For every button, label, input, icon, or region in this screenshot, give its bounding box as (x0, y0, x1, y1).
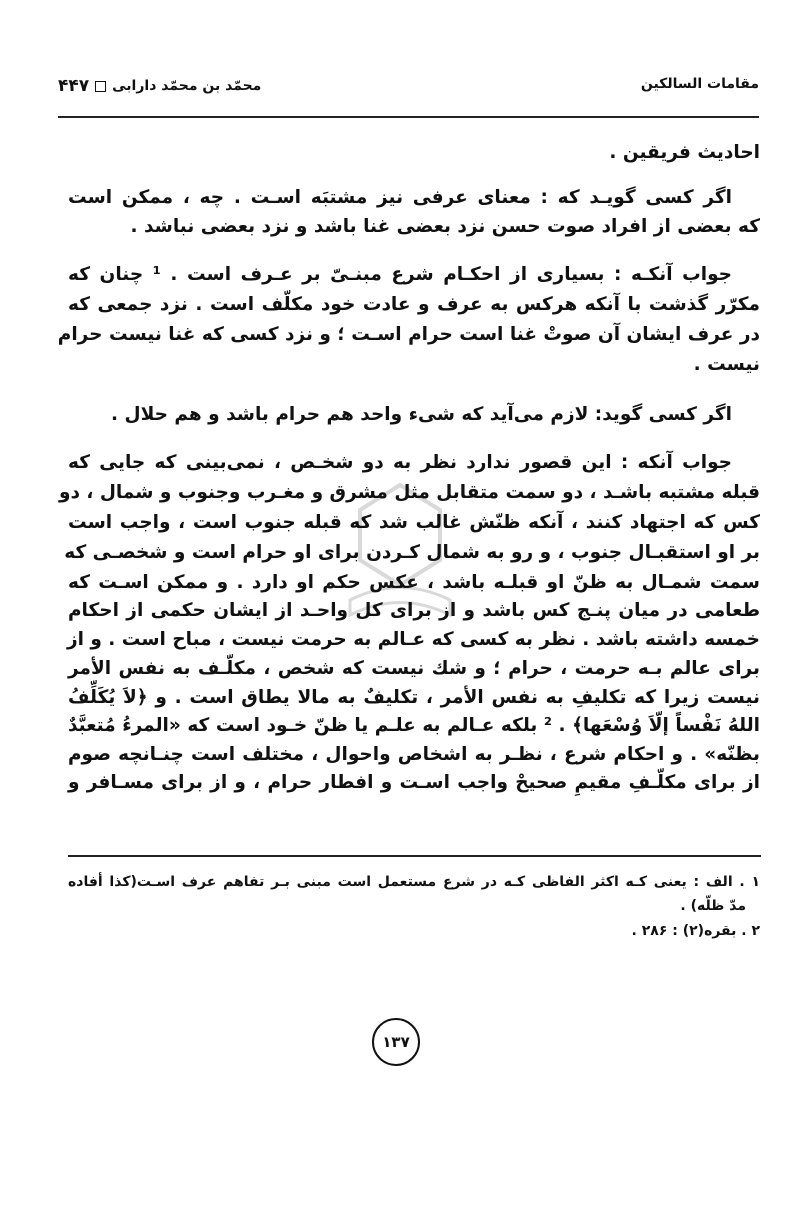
body-line: اگر کسی گوید: لازم می‌آید که شیء واحد هم حرام باشد و هم حلال . (111, 404, 732, 425)
footnote-rule (68, 855, 761, 857)
body-line: جواب آنکـه : بسیاری از احکـام شرع مبنـیّ بر عـرف است . ¹ چنان که (68, 264, 732, 285)
body-line: قبله مشتبه باشـد ، دو سمت متقابل مثل مشرق و مغـرب وجنوب و شمال ، دو (58, 482, 760, 503)
square-separator-icon (95, 81, 106, 92)
body-line: طعامی در میان پنـج کس باشد و از برای کل واحـد از ایشان حکمی از احکام (68, 600, 760, 621)
body-line: بظنّه» . و احکام شرع ، نظـر به اشخاص واحوال ، مختلف است چنـانچه صوم (68, 744, 760, 765)
body-line: بر او استقبـال جنوب ، و رو به شمال کـردن برای او حرام است و شخصـی که (64, 542, 760, 563)
body-line: نیست . (693, 354, 760, 375)
body-line: سمت شمـال به ظنّ او قبلـه باشد ، عکس حکم او دارد . و ممکن اسـت که (68, 572, 760, 593)
page-number: ۱۳۷ (372, 1018, 420, 1066)
body-line: مکرّر گذشت با آنکه هرکس به عرف و عادت خود مکلّف است . نزد جمعی که (68, 294, 760, 315)
body-line: از برای مکلّـفِ مقیمِ صحیحْ واجب اسـت و افطار حرام ، و از برای مسـافر و (68, 772, 760, 793)
body-line: نیست زیرا که تکلیفِ به نفس الأمر ، تکلیفٌ به مالا یطاق است . و ﴿لاَ یُکَلِّفُ (68, 687, 760, 708)
running-page-number: ۴۴۷ (58, 76, 90, 96)
footnote-1-cont: مدّ ظلّه) . (680, 898, 746, 914)
body-line: خمسه داشته باشد . نظر به کسی که عـالم به حرمت نیست ، مباح است . و از (66, 629, 760, 650)
body-line: در عرف ایشان آن صوتْ غنا است حرام اسـت ؛ و نزد کسی که غنا نیست حرام (57, 324, 760, 345)
footnote-1: ۱ . الف : یعنی کـه اکثر الفاظی کـه در شرع مستعمل است مبنی بـر تفاهم عرف اسـت(کذا أفاده (68, 874, 760, 890)
book-title: مقامات السالکین (640, 76, 759, 92)
body-line: احادیث فریقین . (609, 142, 760, 163)
body-line: کس که اجتهاد کنند ، آنکه ظنّش غالب شد که قبله جنوب است ، واجب است (68, 512, 760, 533)
body-line: اگر کسی گویـد که : معنای عرفی نیز مشتبَه اسـت . چه ، ممکن است (68, 187, 732, 208)
body-line: که بعضی از افراد صوت حسن نزد بعضی غنا باشد و نزد بعضی نباشد . (130, 216, 760, 237)
body-line: برای عالم بـه حرمت ، حرام ؛ و شك نیست که شخص ، مکلّـف به نفس الأمر (68, 658, 760, 679)
footnote-2: ۲ . بقره(۲) : ۲۸۶ . (631, 923, 760, 939)
author-name: محمّد بن محمّد دارابی (112, 78, 262, 94)
body-line: جواب آنکه : این قصور ندارد نظر به دو شخـص ، نمی‌بینی که جایی که (68, 452, 732, 473)
body-line: اللهُ نَفْساً إلّاَ وُسْعَها﴾ . ² بلکه عـالم به علـم یا ظنّ خـود است که «المرءُ مُتعبَّدٌ (68, 715, 760, 736)
header-rule (58, 116, 759, 118)
running-header (58, 76, 261, 96)
